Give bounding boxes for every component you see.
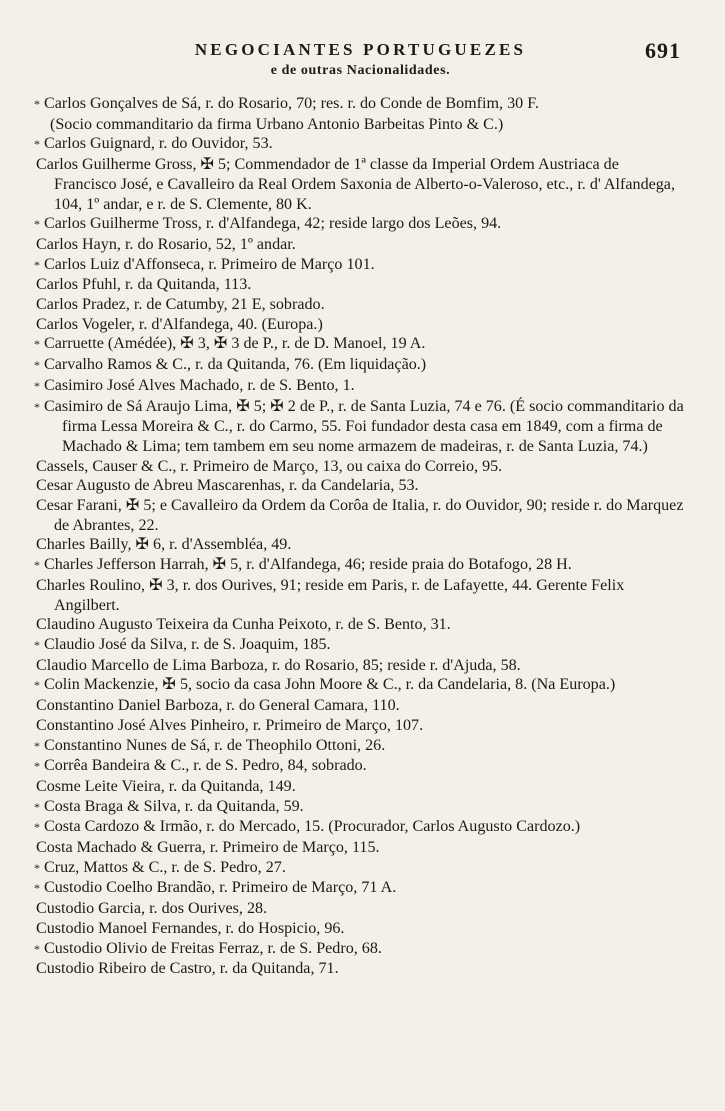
directory-entry	[34, 878, 685, 899]
directory-entry	[34, 376, 685, 397]
directory-entry	[36, 315, 685, 335]
entry-text: Casimiro José Alves Machado, r. de S. Bento, 1.	[44, 376, 355, 394]
entry-text: Custodio Ribeiro de Castro, r. da Quitanda, 71.	[36, 960, 339, 978]
directory-entry	[34, 397, 685, 457]
entry-text: Cassels, Causer & C., r. Primeiro de Março, 13, ou caixa do Correio, 95.	[36, 457, 503, 475]
directory-entry	[34, 334, 685, 355]
directory-entry	[36, 476, 685, 496]
entry-mark: *	[34, 399, 40, 414]
entry-text: Carlos Gonçalves de Sá, r. do Rosario, 70; res. r. do Conde de Bomfim, 30 F.	[44, 95, 539, 112]
entry-text: Carvalho Ramos & C., r. da Quitanda, 76. (Em liquidação.)	[44, 356, 427, 374]
directory-entry	[36, 615, 685, 635]
directory-entry	[34, 635, 685, 656]
entry-mark: *	[34, 820, 40, 835]
entry-mark: *	[34, 738, 40, 753]
directory-entry	[34, 736, 685, 757]
entry-text: (Socio commanditario da firma Urbano Antonio Barbeitas Pinto & C.)	[50, 115, 504, 133]
header-subtitle: e de outras Nacionalidades.	[270, 63, 451, 78]
entry-mark: *	[34, 337, 40, 352]
entry-mark: *	[34, 678, 40, 693]
directory-entry	[36, 919, 685, 939]
entry-text: Cesar Augusto de Abreu Mascarenhas, r. da Candelaria, 53.	[36, 477, 419, 495]
page-number: 691	[645, 38, 681, 63]
entry-list	[36, 94, 685, 979]
directory-entry	[34, 355, 685, 376]
directory-entry	[34, 797, 685, 818]
directory-entry	[36, 155, 685, 214]
directory-entry	[36, 656, 685, 676]
entry-mark: *	[34, 941, 40, 956]
directory-entry	[36, 716, 685, 736]
directory-entry	[36, 235, 685, 255]
directory-entry	[36, 696, 685, 716]
entry-mark: *	[34, 881, 40, 896]
entry-text: Carlos Guignard, r. do Ouvidor, 53.	[44, 135, 273, 153]
entry-text: Cosme Leite Vieira, r. da Quitanda, 149.	[36, 777, 296, 795]
entry-text: Cruz, Mattos & C., r. de S. Pedro, 27.	[44, 858, 286, 876]
entry-mark: *	[34, 137, 40, 152]
entry-text: Constantino José Alves Pinheiro, r. Primeiro de Março, 107.	[36, 716, 424, 734]
directory-entry	[36, 899, 685, 919]
entry-text: Casimiro de Sá Araujo Lima, ✠ 5; ✠ 2 de P., r. de Santa Luzia, 74 e 76. (É socio commanditario da firma Lessa Moreira & C., r. do Carmo, 55. Foi fundador desta casa em 1849, com a firma de Machado & Lima; tem tambem em seu nome armazem de madeiras, r. de Santa Luzia, 74.)	[44, 397, 684, 455]
entry-mark: *	[34, 378, 40, 393]
entry-text: Charles Jefferson Harrah, ✠ 5, r. d'Alfandega, 46; reside praia do Botafogo, 28 H.	[44, 556, 572, 574]
entry-text: Carlos Vogeler, r. d'Alfandega, 40. (Europa.)	[36, 315, 323, 333]
entry-text: Carlos Guilherme Tross, r. d'Alfandega, 42; reside largo dos Leões, 94.	[44, 215, 502, 233]
directory-entry	[36, 496, 685, 535]
directory-entry	[36, 959, 685, 979]
entry-text: Constantino Daniel Barboza, r. do General Camara, 110.	[36, 697, 400, 715]
entry-text: Charles Roulino, ✠ 3, r. dos Ourives, 91; reside em Paris, r. de Lafayette, 44. Gerente Felix Angilbert.	[36, 576, 625, 614]
entry-text: Carlos Guilherme Gross, ✠ 5; Commendador de 1ª classe da Imperial Ordem Austriaca de Francisco José, e Cavalleiro da Real Ordem Saxonia de Alberto-o-Valeroso, etc., r. d' Alfandega, 104, 1º andar, e r. de S. Clemente, 80 K.	[36, 156, 675, 213]
entry-text: Claudino Augusto Teixeira da Cunha Peixoto, r. de S. Bento, 31.	[36, 616, 451, 634]
entry-mark: *	[34, 799, 40, 814]
directory-entry	[34, 817, 685, 838]
entry-text: Carlos Pradez, r. de Catumby, 21 E, sobrado.	[36, 296, 325, 314]
entry-text: Custodio Garcia, r. dos Ourives, 28.	[36, 900, 268, 918]
entry-text: Carlos Pfuhl, r. da Quitanda, 113.	[36, 276, 252, 294]
entry-mark: *	[34, 257, 40, 272]
entry-mark: *	[34, 860, 40, 875]
entry-text: Costa Cardozo & Irmão, r. do Mercado, 15. (Procurador, Carlos Augusto Cardozo.)	[44, 818, 581, 836]
entry-text: Claudio Marcello de Lima Barboza, r. do Rosario, 85; reside r. d'Ajuda, 58.	[36, 656, 521, 674]
entry-text: Constantino Nunes de Sá, r. de Theophilo Ottoni, 26.	[44, 736, 386, 754]
entry-text: Claudio José da Silva, r. de S. Joaquim, 185.	[44, 635, 331, 653]
directory-entry	[36, 457, 685, 477]
entry-mark: *	[34, 97, 40, 111]
page-header	[36, 38, 685, 88]
entry-text: Carlos Hayn, r. do Rosario, 52, 1º andar.	[36, 235, 296, 253]
directory-entry	[36, 576, 685, 615]
entry-text: Costa Machado & Guerra, r. Primeiro de Março, 115.	[36, 839, 380, 857]
directory-entry	[34, 94, 685, 115]
directory-entry	[36, 535, 685, 555]
entry-text: Colin Mackenzie, ✠ 5, socio da casa John Moore & C., r. da Candelaria, 8. (Na Europa.)	[44, 676, 616, 694]
directory-entry	[34, 939, 685, 960]
directory-entry	[34, 555, 685, 576]
directory-entry	[34, 255, 685, 276]
entry-text: Custodio Coelho Brandão, r. Primeiro de Março, 71 A.	[44, 879, 397, 897]
entry-text: Cesar Farani, ✠ 5; e Cavalleiro da Ordem da Corôa de Italia, r. do Ouvidor, 90; reside r. do Marquez de Abrantes, 22.	[36, 497, 684, 534]
directory-entry	[36, 777, 685, 797]
entry-text: Custodio Olivio de Freitas Ferraz, r. de S. Pedro, 68.	[44, 939, 382, 957]
entry-text: Carruette (Amédée), ✠ 3, ✠ 3 de P., r. de D. Manoel, 19 A.	[44, 335, 426, 353]
directory-entry	[50, 115, 685, 135]
entry-text: Custodio Manoel Fernandes, r. do Hospicio, 96.	[36, 919, 345, 937]
directory-entry	[36, 275, 685, 295]
directory-entry	[36, 295, 685, 315]
entry-mark: *	[34, 358, 40, 373]
directory-entry	[34, 134, 685, 155]
directory-entry	[36, 838, 685, 858]
header-title: NEGOCIANTES PORTUGUEZES	[194, 40, 527, 59]
entry-text: Costa Braga & Silva, r. da Quitanda, 59.	[44, 797, 304, 815]
entry-mark: *	[34, 217, 40, 232]
entry-mark: *	[34, 558, 40, 573]
entry-text: Carlos Luiz d'Affonseca, r. Primeiro de Março 101.	[44, 255, 375, 273]
directory-entry	[34, 214, 685, 235]
entry-text: Charles Bailly, ✠ 6, r. d'Assembléa, 49.	[36, 536, 292, 554]
directory-entry	[34, 675, 685, 696]
entry-mark: *	[34, 759, 40, 774]
entry-mark: *	[34, 637, 40, 652]
directory-entry	[34, 756, 685, 777]
directory-entry	[34, 858, 685, 879]
entry-text: Corrêa Bandeira & C., r. de S. Pedro, 84, sobrado.	[44, 757, 367, 775]
